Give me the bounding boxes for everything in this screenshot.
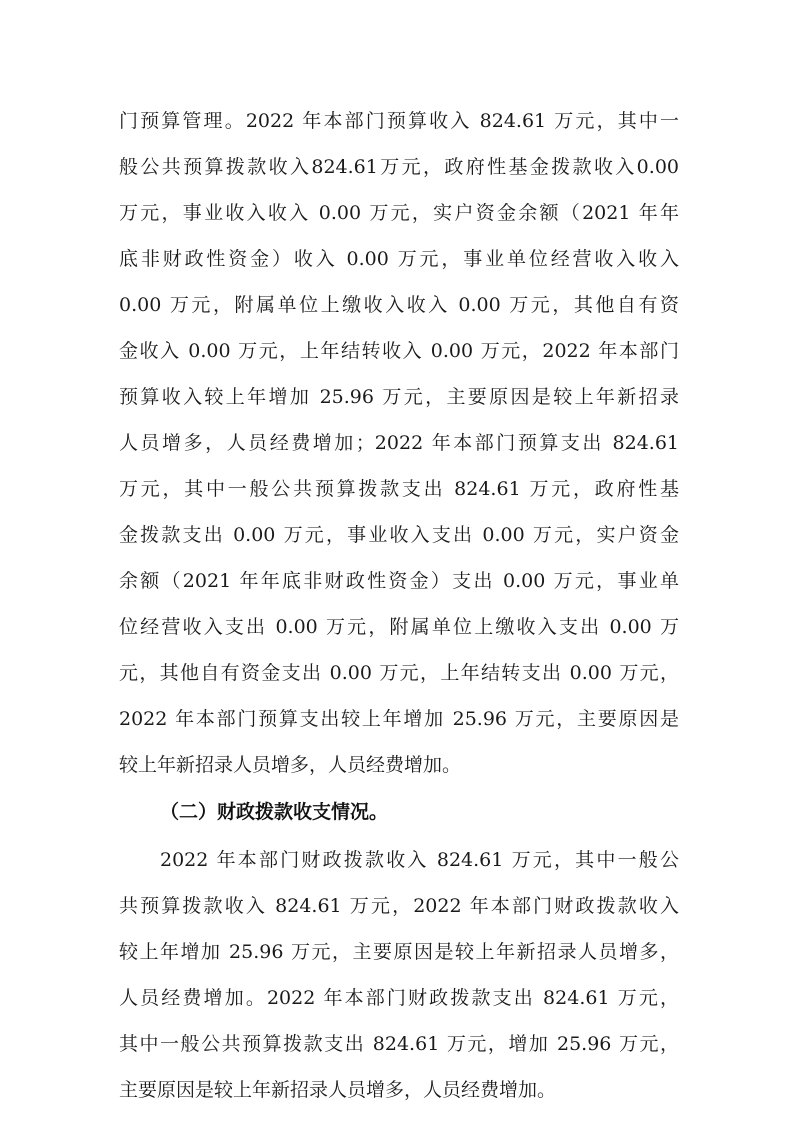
paragraph-line: 门预算管理。2022 年本部门预算收入 824.61 万元，其中一 [119,110,679,132]
paragraph-line: 金拨款支出 0.00 万元，事业收入支出 0.00 万元，实户资金 [119,524,679,546]
paragraph-line: 2022 年本部门财政拨款收入 824.61 万元，其中一般公 [160,849,679,871]
paragraph-line: 万元，事业收入收入 0.00 万元，实户资金余额（2021 年年 [119,202,679,224]
paragraph-line: 人员增多，人员经费增加；2022 年本部门预算支出 824.61 [119,432,679,454]
paragraph-line: 较上年增加 25.96 万元，主要原因是较上年新招录人员增多， [119,941,679,963]
paragraph-line: 预算收入较上年增加 25.96 万元，主要原因是较上年新招录 [119,386,679,408]
paragraph-line: 2022 年本部门预算支出较上年增加 25.96 万元，主要原因是 [119,708,679,730]
paragraph-line: 余额（2021 年年底非财政性资金）支出 0.00 万元，事业单 [119,570,679,592]
paragraph-line: 人员经费增加。2022 年本部门财政拨款支出 824.61 万元， [119,987,679,1009]
paragraph-line: 般公共预算拨款收入824.61万元，政府性基金拨款收入0.00 [119,156,679,178]
paragraph-line: 其中一般公共预算拨款支出 824.61 万元，增加 25.96 万元， [119,1033,679,1055]
paragraph-line: 元，其他自有资金支出 0.00 万元，上年结转支出 0.00 万元， [119,662,679,684]
paragraph-line: 较上年新招录人员增多，人员经费增加。 [119,754,462,776]
paragraph-line: 主要原因是较上年新招录人员增多，人员经费增加。 [119,1079,557,1101]
paragraph-line: 底非财政性资金）收入 0.00 万元，事业单位经营收入收入 [119,248,679,270]
paragraph-line: 共预算拨款收入 824.61 万元，2022 年本部门财政拨款收入 [119,895,679,917]
section-heading: （二）财政拨款收支情况。 [160,801,389,823]
paragraph-line: 万元，其中一般公共预算拨款支出 824.61 万元，政府性基 [119,478,679,500]
paragraph-line: 金收入 0.00 万元，上年结转收入 0.00 万元，2022 年本部门 [119,340,679,362]
paragraph-line: 0.00 万元，附属单位上缴收入收入 0.00 万元，其他自有资 [119,294,679,316]
paragraph-line: 位经营收入支出 0.00 万元，附属单位上缴收入支出 0.00 万 [119,616,679,638]
